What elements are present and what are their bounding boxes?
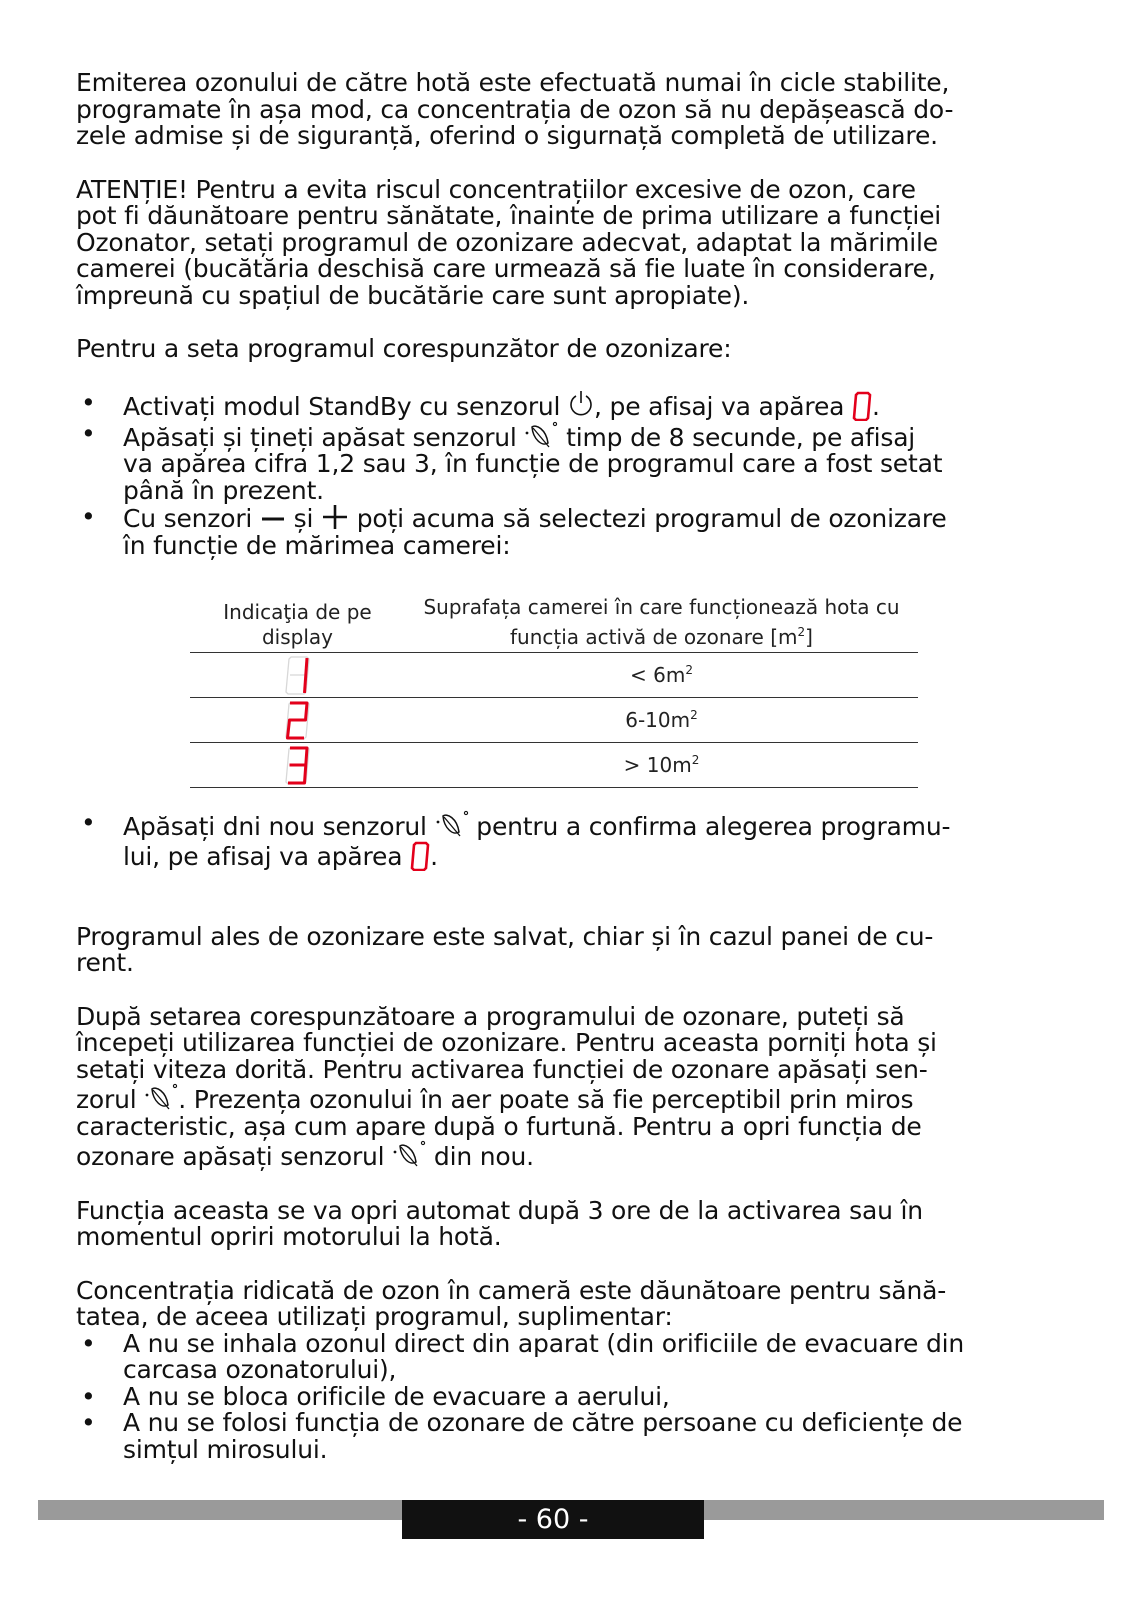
ozone-leaf-icon [435,810,469,838]
paragraph-setup-intro: Pentru a seta programul corespunzător de ozonizare: [76,334,732,363]
minus-icon [260,508,286,530]
page-number: - 60 - [402,1500,704,1539]
ozone-leaf-icon [524,421,558,449]
table-row [190,698,918,743]
list-item: • A nu se bloca orificile de evacuare a aerului, [81,1381,670,1411]
list-item: • Apăsați și țineți apăsat senzorul timp de 8 secunde, pe afisaj va apărea cifra 1,2 sau 3, în funcție de programul care a fost setat până în prezent. [81,418,943,505]
table-header-row [190,595,918,653]
paragraph-usage: După setarea corespunzătoare a programului de ozonare, puteți să începeți utilizarea funcției de ozonizare. Pentru aceasta porniți hota și setați viteza dorită. Pentru activarea funcției de ozonare apăsați sen- zorul . Prezența ozonului în aer poate să fie perceptibil prin miros caracteristic, așa cum apare după o furtună. Pentru a opri funcția de ozonare apăsați senzorul din nou. [76,1001,937,1171]
table-row [190,743,918,788]
power-icon [568,390,594,418]
segment-digit-0-icon [852,391,872,421]
ozone-leaf-icon [144,1083,178,1111]
paragraph-auto-off: Funcția aceasta se va opri automat după 3 ore de la activarea sau în momentul opriri motorului la hotă. [76,1195,923,1251]
paragraph-program-saved: Programul ales de ozonizare este salvat, chiar și în cazul panei de cu- rent. [76,921,934,977]
page-content [76,70,1036,1463]
ozone-program-table [190,595,918,788]
list-item: • A nu se folosi funcția de ozonare de către persoane cu deficiențe de simțul mirosului. [81,1408,963,1464]
plus-icon [321,504,349,530]
header-display-indication: Indicaţia de pe display [190,595,405,653]
segment-digit-0-icon [410,841,430,871]
segment-digit-1-icon [285,655,311,695]
list-item: • A nu se inhala ozonul direct din aparat (din orificiile de evacuare din carcasa ozonatorului), [81,1328,965,1384]
list-item: • Activați modul StandBy cu senzorul , pe afisaj va apărea . [81,387,880,421]
display-digit-cell [190,653,405,698]
confirm-step-list [76,810,1036,871]
list-item: • Cu senzori și poți acuma să selectezi programul de ozonizare în funcție de mărimea camerei: [81,502,947,560]
room-area-cell: > $10m^2$ [405,743,918,788]
ozone-leaf-icon [392,1140,426,1168]
precautions-list [76,1328,1036,1464]
paragraph-ozone-emission: Emiterea ozonului de către hotă este efectuată numai în cicle stabilite, programate în așa mod, ca concentrația de ozon să nu depășească do- zele admise și de siguranță, oferind o sigurnață completă de utilizare. [76,68,954,150]
segment-digit-3-icon [285,745,311,785]
header-room-surface: Suprafața camerei în care funcționează hota cu funcția activă de ozonare $[m^2]$ [405,595,918,653]
display-digit-cell [190,743,405,788]
room-area-cell: $6-10m^2$ [405,698,918,743]
setup-steps-list [76,387,1036,560]
paragraph-warning: ATENȚIE! Pentru a evita riscul concentrațiilor excesive de ozon, care pot fi dăunătoare pentru sănătate, înainte de prima utilizare a funcției Ozonator, setați programul de ozonizare adecvat, adaptat la mărimile camerei (bucătăria deschisă care urmează să fie luate în considerare, împreună cu spațiul de bucătărie care sunt apropiate). [76,174,942,310]
list-item: • Apăsați dni nou senzorul pentru a confirma alegerea programu- lui, pe afisaj va apărea . [81,808,951,871]
table-row [190,653,918,698]
display-digit-cell [190,698,405,743]
room-area-cell: < $6m^2$ [405,653,918,698]
segment-digit-2-icon [285,700,311,740]
paragraph-health-warning: Concentrația ridicată de ozon în cameră este dăunătoare pentru sănă- tatea, de aceea utilizați programul, suplimentar: [76,1275,947,1331]
